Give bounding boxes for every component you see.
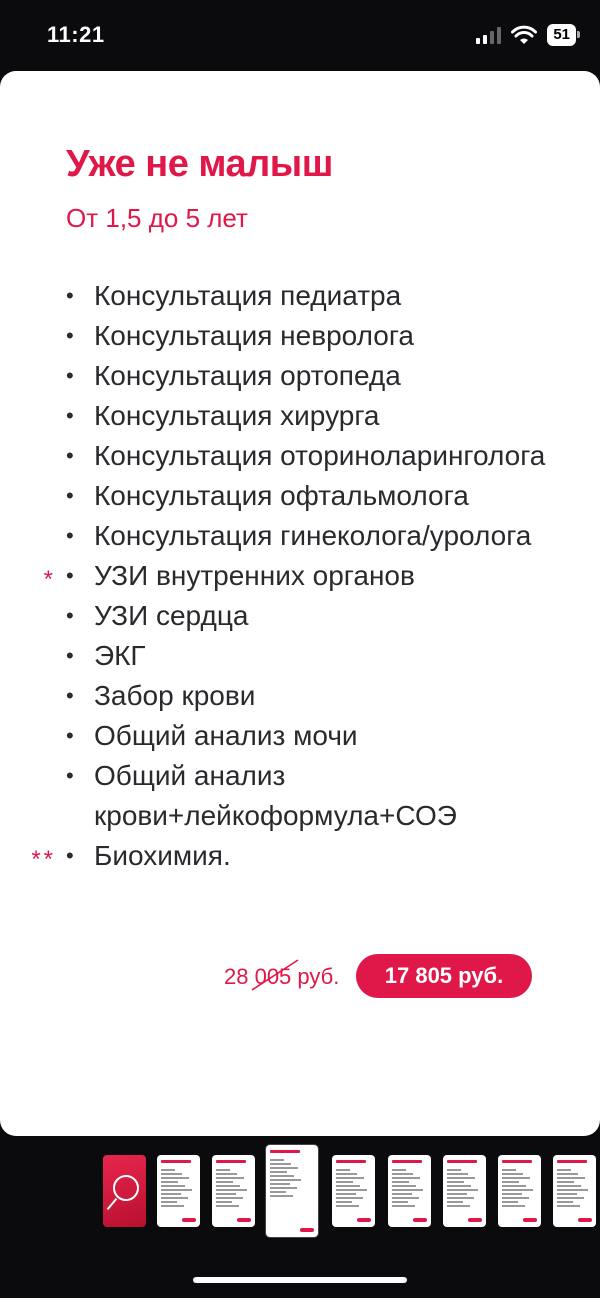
page-thumbnails (0, 1145, 600, 1245)
thumbnail-text-line (447, 1201, 463, 1203)
thumbnail-text-line (270, 1187, 297, 1189)
status-time: 11:21 (47, 22, 105, 47)
service-label: Общий анализ (94, 760, 286, 791)
thumbnail-text-line (216, 1173, 237, 1175)
service-item (0, 516, 600, 556)
thumbnail-text-line (447, 1173, 468, 1175)
service-label: УЗИ внутренних органов (94, 560, 415, 591)
service-item (0, 596, 600, 636)
thumbnail-text-line (392, 1197, 419, 1199)
thumbnail-text-line (447, 1197, 474, 1199)
service-label: Консультация хирурга (94, 400, 380, 431)
thumbnail-text-line (447, 1181, 464, 1183)
old-price (224, 964, 339, 990)
thumbnail-title-line (336, 1160, 366, 1163)
thumbnail-text-line (270, 1175, 294, 1177)
thumbnail-text-line (161, 1197, 188, 1199)
thumbnail-text-line (557, 1169, 571, 1171)
thumbnail-text-line (502, 1201, 518, 1203)
thumbnail-text-line (270, 1183, 290, 1185)
service-item (0, 796, 600, 836)
offer-age-range: От 1,5 до 5 лет (66, 203, 248, 233)
page-thumbnail[interactable] (498, 1155, 541, 1227)
service-item (0, 716, 600, 756)
bullet-icon: • (66, 403, 74, 428)
thumbnail-text-line (216, 1193, 236, 1195)
thumbnail-text-line (336, 1177, 364, 1179)
battery-icon: 51 (547, 24, 576, 46)
service-label: Забор крови (94, 680, 256, 711)
bullet-icon: • (66, 523, 74, 548)
service-item (0, 756, 600, 796)
service-label: Консультация оториноларинголога (94, 440, 546, 471)
service-label: Консультация педиатра (94, 280, 402, 311)
thumbnail-text-line (392, 1201, 408, 1203)
thumbnail-text-line (270, 1195, 293, 1197)
thumbnail-text-line (161, 1189, 192, 1191)
thumbnail-text-line (270, 1167, 298, 1169)
thumbnail-text-line (216, 1201, 232, 1203)
thumbnail-text-line (336, 1201, 352, 1203)
thumbnail-text-line (270, 1159, 284, 1161)
footnote-mark: ** (31, 846, 56, 873)
thumbnail-text-line (392, 1189, 423, 1191)
service-label: крови+лейкоформула+СОЭ (94, 800, 457, 831)
thumbnail-text-line (336, 1189, 367, 1191)
thumbnail-text-line (502, 1205, 525, 1207)
thumbnail-text-line (392, 1177, 420, 1179)
thumbnail-text-line (392, 1173, 413, 1175)
thumbnail-text-line (161, 1185, 185, 1187)
service-label: Консультация невролога (94, 320, 415, 351)
thumbnail-text-line (447, 1205, 470, 1207)
services-list (0, 276, 600, 876)
thumbnail-text-line (557, 1177, 585, 1179)
thumbnail-text-line (216, 1197, 243, 1199)
thumbnail-text-line (270, 1179, 301, 1181)
thumbnail-title-line (216, 1160, 246, 1163)
service-item (0, 396, 600, 436)
bullet-icon: • (66, 283, 74, 308)
bullet-icon: • (66, 843, 74, 868)
thumbnail-price-badge (413, 1218, 427, 1222)
thumbnail-text-line (557, 1197, 584, 1199)
thumbnail-text-line (502, 1197, 529, 1199)
thumbnail-price-badge (523, 1218, 537, 1222)
thumbnail-text-line (447, 1169, 461, 1171)
page-thumbnail[interactable] (388, 1155, 431, 1227)
thumbnail-text-line (447, 1193, 467, 1195)
thumbnail-text-line (216, 1177, 244, 1179)
wifi-icon (511, 25, 537, 45)
thumbnail-text-line (336, 1181, 353, 1183)
service-item (0, 556, 600, 596)
service-item (0, 476, 600, 516)
bullet-icon: • (66, 603, 74, 628)
thumbnail-text-line (502, 1185, 526, 1187)
thumbnail-text-line (392, 1205, 415, 1207)
thumbnail-title-line (502, 1160, 532, 1163)
page-thumbnail[interactable] (553, 1155, 596, 1227)
thumbnail-text-line (216, 1189, 247, 1191)
service-label: Консультация ортопеда (94, 360, 401, 391)
thumbnail-text-line (502, 1173, 523, 1175)
thumbnail-price-badge (578, 1218, 592, 1222)
thumbnail-text-line (161, 1205, 184, 1207)
service-item (0, 356, 600, 396)
service-label: УЗИ сердца (94, 600, 249, 631)
thumbnail-text-line (336, 1185, 360, 1187)
bullet-icon: • (66, 563, 74, 588)
thumbnail-text-line (336, 1169, 350, 1171)
thumbnail-text-line (557, 1173, 578, 1175)
thumbnail-text-line (392, 1193, 412, 1195)
thumbnail-text-line (216, 1185, 240, 1187)
thumbnail-text-line (161, 1177, 189, 1179)
thumbnail-text-line (557, 1201, 573, 1203)
page-thumbnail[interactable] (266, 1145, 318, 1237)
page-thumbnail[interactable] (443, 1155, 486, 1227)
thumbnail-text-line (557, 1193, 577, 1195)
thumbnail-text-line (447, 1177, 475, 1179)
thumbnail-text-line (161, 1169, 175, 1171)
thumbnail-text-line (557, 1189, 588, 1191)
bullet-icon: • (66, 763, 74, 788)
page-thumbnail[interactable] (212, 1155, 255, 1227)
thumbnail-text-line (270, 1163, 291, 1165)
bullet-icon: • (66, 643, 74, 668)
thumbnail-title-line (392, 1160, 422, 1163)
thumbnail-text-line (336, 1173, 357, 1175)
thumbnail-price-badge (182, 1218, 196, 1222)
new-price-button[interactable]: 17 805 руб. (356, 954, 532, 998)
thumbnail-text-line (336, 1197, 363, 1199)
thumbnail-text-line (161, 1173, 182, 1175)
thumbnail-text-line (392, 1181, 409, 1183)
thumbnail-title-line (447, 1160, 477, 1163)
thumbnail-text-line (447, 1185, 471, 1187)
service-label: Биохимия. (94, 840, 231, 871)
thumbnail-text-line (557, 1181, 574, 1183)
thumbnail-text-line (502, 1177, 530, 1179)
bullet-icon: • (66, 683, 74, 708)
page-thumbnail[interactable] (103, 1155, 146, 1227)
thumbnail-text-line (557, 1185, 581, 1187)
service-label: ЭКГ (94, 640, 146, 671)
thumbnail-text-line (216, 1169, 230, 1171)
thumbnail-text-line (392, 1185, 416, 1187)
logo-icon (113, 1175, 139, 1201)
price-row (0, 954, 600, 998)
service-item (0, 316, 600, 356)
thumbnail-text-line (502, 1189, 533, 1191)
bullet-icon: • (66, 443, 74, 468)
bullet-icon: • (66, 363, 74, 388)
thumbnail-title-line (270, 1150, 300, 1153)
service-label: Общий анализ мочи (94, 720, 358, 751)
thumbnail-text-line (161, 1201, 177, 1203)
offer-card (0, 71, 600, 1136)
old-price-text: 28 005 руб. (224, 964, 340, 989)
thumbnail-price-badge (468, 1218, 482, 1222)
service-item (0, 676, 600, 716)
thumbnail-text-line (502, 1181, 519, 1183)
strikethrough-icon (250, 958, 300, 992)
thumbnail-title-line (557, 1160, 587, 1163)
thumbnail-text-line (392, 1169, 406, 1171)
thumbnail-text-line (161, 1193, 181, 1195)
service-item (0, 436, 600, 476)
service-item (0, 276, 600, 316)
thumbnail-text-line (447, 1189, 478, 1191)
thumbnail-text-line (502, 1169, 516, 1171)
status-icons (476, 24, 576, 46)
thumbnail-text-line (336, 1193, 356, 1195)
home-indicator[interactable] (193, 1277, 407, 1283)
thumbnail-text-line (216, 1181, 233, 1183)
thumbnail-price-badge (357, 1218, 371, 1222)
thumbnail-text-line (336, 1205, 359, 1207)
thumbnail-text-line (557, 1205, 580, 1207)
logo-tail (107, 1198, 118, 1210)
thumbnail-text-line (216, 1205, 239, 1207)
footnote-mark: * (43, 566, 56, 593)
page-thumbnail[interactable] (332, 1155, 375, 1227)
thumbnail-text-line (161, 1181, 178, 1183)
bullet-icon: • (66, 483, 74, 508)
bullet-icon: • (66, 323, 74, 348)
service-label: Консультация офтальмолога (94, 480, 469, 511)
thumbnail-text-line (270, 1191, 286, 1193)
bullet-icon: • (66, 723, 74, 748)
thumbnail-price-badge (237, 1218, 251, 1222)
thumbnail-price-badge (300, 1228, 314, 1232)
service-item (0, 836, 600, 876)
status-bar (0, 0, 600, 70)
offer-title: Уже не малыш (66, 143, 333, 185)
thumbnail-title-line (161, 1160, 191, 1163)
thumbnail-text-line (502, 1193, 522, 1195)
service-item (0, 636, 600, 676)
service-label: Консультация гинеколога/уролога (94, 520, 532, 551)
thumbnail-text-line (270, 1171, 287, 1173)
page-thumbnail[interactable] (157, 1155, 200, 1227)
signal-icon (476, 26, 501, 44)
